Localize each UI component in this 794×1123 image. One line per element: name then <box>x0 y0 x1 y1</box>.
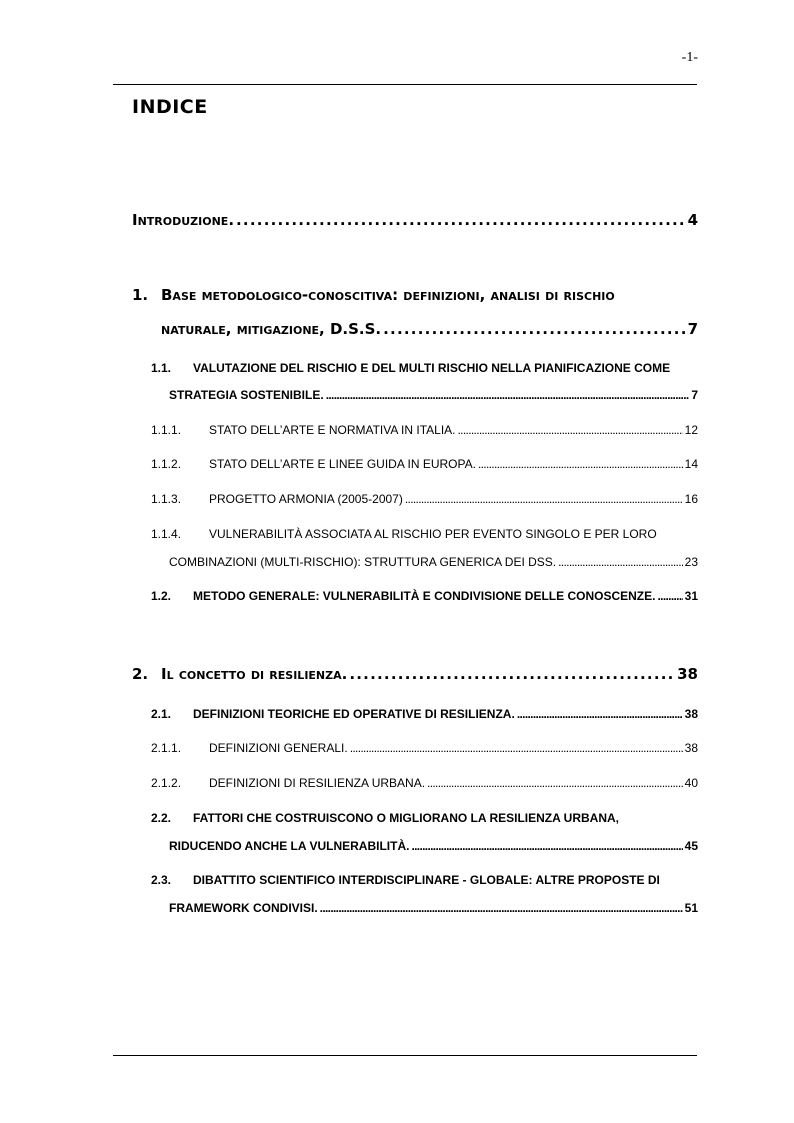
toc-entry-2-3-cont[interactable] <box>169 901 698 915</box>
dot-leader <box>458 423 683 437</box>
toc-entry-number: 2. <box>132 665 149 683</box>
toc-entry-label: STATO DELL’ARTE E LINEE GUIDA IN EUROPA. <box>209 457 476 471</box>
toc-entry-label: DEFINIZIONI DI RESILIENZA URBANA. <box>209 776 426 790</box>
toc-entry-label-cont: COMBINAZIONI (MULTI-RISCHIO): STRUTTURA GENERICA DEI DSS. <box>169 555 557 569</box>
toc-page-number: 45 <box>684 839 698 853</box>
toc-entry-2-2-cont[interactable] <box>169 839 698 853</box>
toc-entry-1-2[interactable] <box>151 589 698 603</box>
toc-entry-number: 1.2. <box>151 589 172 603</box>
toc-entry-label: VALUTAZIONE DEL RISCHIO E DEL MULTI RISCHIO NELLA PIANIFICAZIONE COME <box>193 361 671 375</box>
dot-leader <box>383 320 685 338</box>
toc-entry-label: DEFINIZIONI TEORICHE ED OPERATIVE DI RESILIENZA. <box>193 707 515 721</box>
toc-entry-label: Base metodologico-conoscitiva: definizioni, analisi di rischio <box>161 286 615 304</box>
toc-entry-1-1-4-cont[interactable] <box>169 555 698 569</box>
toc-entry-number: 2.3. <box>151 873 172 887</box>
toc-page-number: 12 <box>684 423 698 437</box>
dot-leader <box>478 457 683 471</box>
toc-entry-number: 2.2. <box>151 811 172 825</box>
toc-entry-number: 1.1.4. <box>151 527 182 541</box>
toc-entry-2-1-2[interactable] <box>151 776 698 790</box>
toc-page-number: 7 <box>687 320 698 338</box>
dot-leader <box>411 839 682 853</box>
toc-entry-number: 1. <box>132 286 149 304</box>
toc-entry-2-3[interactable] <box>151 873 698 887</box>
toc-entry-2-1[interactable] <box>151 707 698 721</box>
toc-page-number: 51 <box>684 901 698 915</box>
toc-entry-label-cont: STRATEGIA SOSTENIBILE. <box>169 388 324 402</box>
toc-entry-number: 1.1.3. <box>151 492 182 506</box>
dot-leader <box>349 665 675 683</box>
dot-leader <box>350 741 683 755</box>
toc-entry-1-1-2[interactable] <box>151 457 698 471</box>
toc-entry-label: STATO DELL’ARTE E NORMATIVA IN ITALIA. <box>209 423 456 437</box>
toc-entry-1-1-3[interactable] <box>151 492 698 506</box>
toc-entry-label: METODO GENERALE: VULNERABILITÀ E CONDIVISIONE DELLE CONOSCENZE. <box>193 589 656 603</box>
toc-entry-number: 2.1.1. <box>151 741 182 755</box>
toc-entry-chapter-1[interactable] <box>132 286 698 304</box>
toc-entry-label: PROGETTO ARMONIA (2005-2007) <box>209 492 403 506</box>
toc-entry-number: 2.1. <box>151 707 172 721</box>
dot-leader <box>236 211 686 229</box>
toc-page-number: 40 <box>684 776 698 790</box>
toc-page-number: 16 <box>684 492 698 506</box>
toc-entry-label: Il concetto di resilienza. <box>161 665 348 683</box>
toc-entry-2-2[interactable] <box>151 811 698 825</box>
toc-entry-introduzione[interactable] <box>132 211 698 229</box>
toc-page-number: 38 <box>677 665 698 683</box>
toc-page-number: 38 <box>684 741 698 755</box>
toc-entry-1-1[interactable] <box>151 361 698 375</box>
toc-entry-1-1-cont[interactable] <box>169 388 698 402</box>
toc-entry-label-cont: RIDUCENDO ANCHE LA VULNERABILITÀ. <box>169 839 410 853</box>
toc-entry-2-1-1[interactable] <box>151 741 698 755</box>
toc-entry-label: FATTORI CHE COSTRUISCONO O MIGLIORANO LA RESILIENZA URBANA, <box>193 811 619 825</box>
dot-leader <box>657 589 682 603</box>
toc-entry-label: VULNERABILITÀ ASSOCIATA AL RISCHIO PER EVENTO SINGOLO E PER LORO <box>209 527 657 541</box>
toc-entry-label: DEFINIZIONI GENERALI. <box>209 741 348 755</box>
toc-entry-chapter-2[interactable] <box>132 665 698 683</box>
dot-leader <box>405 492 683 506</box>
toc-page-number: 4 <box>687 211 698 229</box>
dot-leader <box>517 707 683 721</box>
toc-page-number: 31 <box>684 589 698 603</box>
toc-entry-number: 1.1.2. <box>151 457 182 471</box>
toc-page-number: 23 <box>684 555 698 569</box>
dot-leader <box>320 901 683 915</box>
toc-page-number: 14 <box>684 457 698 471</box>
dot-leader <box>326 388 690 402</box>
page-title: INDICE <box>132 96 208 118</box>
toc-entry-label: DIBATTITO SCIENTIFICO INTERDISCIPLINARE - GLOBALE: ALTRE PROPOSTE DI <box>193 873 660 887</box>
toc-entry-number: 1.1.1. <box>151 423 182 437</box>
toc-entry-number: 2.1.2. <box>151 776 182 790</box>
toc-entry-chapter-1-cont[interactable] <box>161 320 698 338</box>
header-rule <box>113 84 697 85</box>
toc-entry-number: 1.1. <box>151 361 172 375</box>
toc-entry-label-cont: FRAMEWORK CONDIVISI. <box>169 901 318 915</box>
toc-entry-label-cont: naturale, mitigazione, D.S.S. <box>161 320 382 338</box>
toc-page-number: 7 <box>691 388 698 402</box>
footer-rule <box>113 1055 697 1056</box>
toc-page-number: 38 <box>684 707 698 721</box>
toc-entry-label: Introduzione. <box>132 211 235 229</box>
toc-entry-1-1-4[interactable] <box>151 527 698 541</box>
page-number: -1- <box>681 50 698 65</box>
dot-leader <box>427 776 683 790</box>
dot-leader <box>558 555 683 569</box>
toc-entry-1-1-1[interactable] <box>151 423 698 437</box>
